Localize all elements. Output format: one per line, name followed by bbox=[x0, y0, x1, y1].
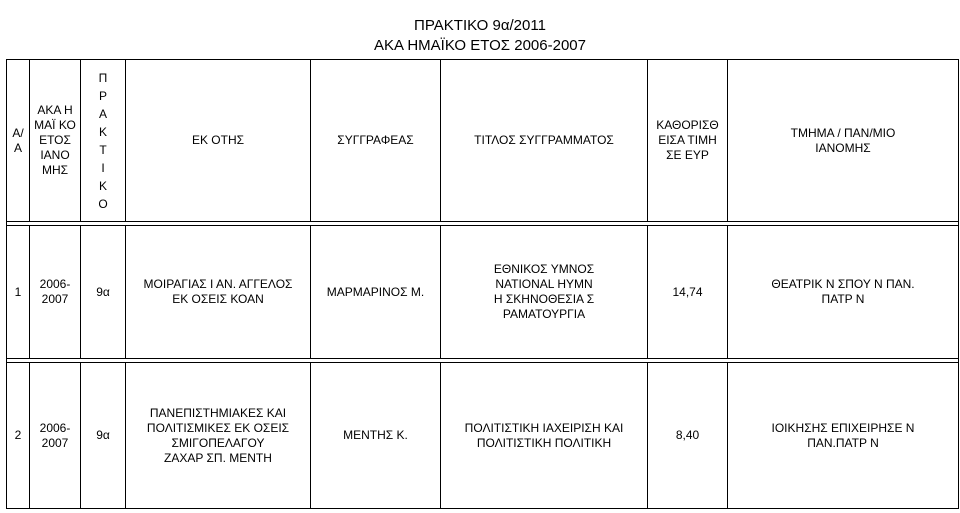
header-book-title: ΤΙΤΛΟΣ ΣΥΓΓΡΑΜΜΑΤΟΣ bbox=[441, 60, 648, 222]
cell-aa: 1 bbox=[7, 226, 30, 359]
praktiko-title: ΠΡΑΚΤΙΚΟ 9α/2011 bbox=[414, 17, 546, 34]
cell-department: ΘΕΑΤΡΙΚ Ν ΣΠΟΥ Ν ΠΑΝ. ΠΑΤΡ Ν bbox=[728, 226, 959, 359]
header-row bbox=[7, 60, 959, 222]
cell-author: ΜΑΡΜΑΡΙΝΟΣ Μ. bbox=[311, 226, 441, 359]
cell-academic-year: 2006- 2007 bbox=[30, 226, 81, 359]
cell-publisher: ΜΟΙΡΑΓΙΑΣ Ι ΑΝ. ΑΓΓΕΛΟΣ ΕΚ ΟΣΕΙΣ ΚΟΑΝ bbox=[126, 226, 311, 359]
cell-academic-year: 2006- 2007 bbox=[30, 363, 81, 509]
cell-book-title: ΠΟΛΙΤΙΣΤΙΚΗ ΙΑΧΕΙΡΙΣΗ ΚΑΙ ΠΟΛΙΤΙΣΤΙΚΗ ΠΟΛΙΤΙΚΗ bbox=[441, 363, 648, 509]
header-aa: Α/Α bbox=[7, 60, 30, 222]
header-price: ΚΑΘΟΡΙΣΘ ΕΙΣΑ ΤΙΜΗ ΣΕ ΕΥΡ bbox=[648, 60, 728, 222]
books-table bbox=[6, 59, 959, 509]
header-academic-year: ΑΚΑ Η ΜΑΪ ΚΟ ΕΤΟΣ ΙΑΝΟ ΜΗΣ bbox=[30, 60, 81, 222]
table-row bbox=[7, 226, 959, 359]
cell-author: ΜΕΝΤΗΣ Κ. bbox=[311, 363, 441, 509]
header-publisher: ΕΚ ΟΤΗΣ bbox=[126, 60, 311, 222]
document-title bbox=[0, 0, 960, 60]
academic-year-title: ΑΚΑ ΗΜΑΪΚΟ ΕΤΟΣ 2006-2007 bbox=[374, 37, 586, 54]
header-author: ΣΥΓΓΡΑΦΕΑΣ bbox=[311, 60, 441, 222]
cell-praktiko: 9α bbox=[81, 363, 126, 509]
header-department: ΤΜΗΜΑ / ΠΑΝ/ΜΙΟ ΙΑΝΟΜΗΣ bbox=[728, 60, 959, 222]
table-row bbox=[7, 363, 959, 509]
cell-aa: 2 bbox=[7, 363, 30, 509]
cell-department: ΙΟΙΚΗΣΗΣ ΕΠΙΧΕΙΡΗΣΕ Ν ΠΑΝ.ΠΑΤΡ Ν bbox=[728, 363, 959, 509]
cell-book-title: ΕΘΝΙΚΟΣ ΥΜΝΟΣ NATIONAL HYMN Η ΣΚΗΝΟΘΕΣΙΑ Σ ΡΑΜΑΤΟΥΡΓΙΑ bbox=[441, 226, 648, 359]
header-praktiko: Π Ρ Α Κ Τ Ι Κ Ο bbox=[81, 60, 126, 222]
cell-price: 8,40 bbox=[648, 363, 728, 509]
cell-praktiko: 9α bbox=[81, 226, 126, 359]
cell-publisher: ΠΑΝΕΠΙΣΤΗΜΙΑΚΕΣ ΚΑΙ ΠΟΛΙΤΙΣΜΙΚΕΣ ΕΚ ΟΣΕΙΣ ΣΜΙΓΟΠΕΛΑΓΟΥ ΖΑΧΑΡ ΣΠ. ΜΕΝΤΗ bbox=[126, 363, 311, 509]
cell-price: 14,74 bbox=[648, 226, 728, 359]
